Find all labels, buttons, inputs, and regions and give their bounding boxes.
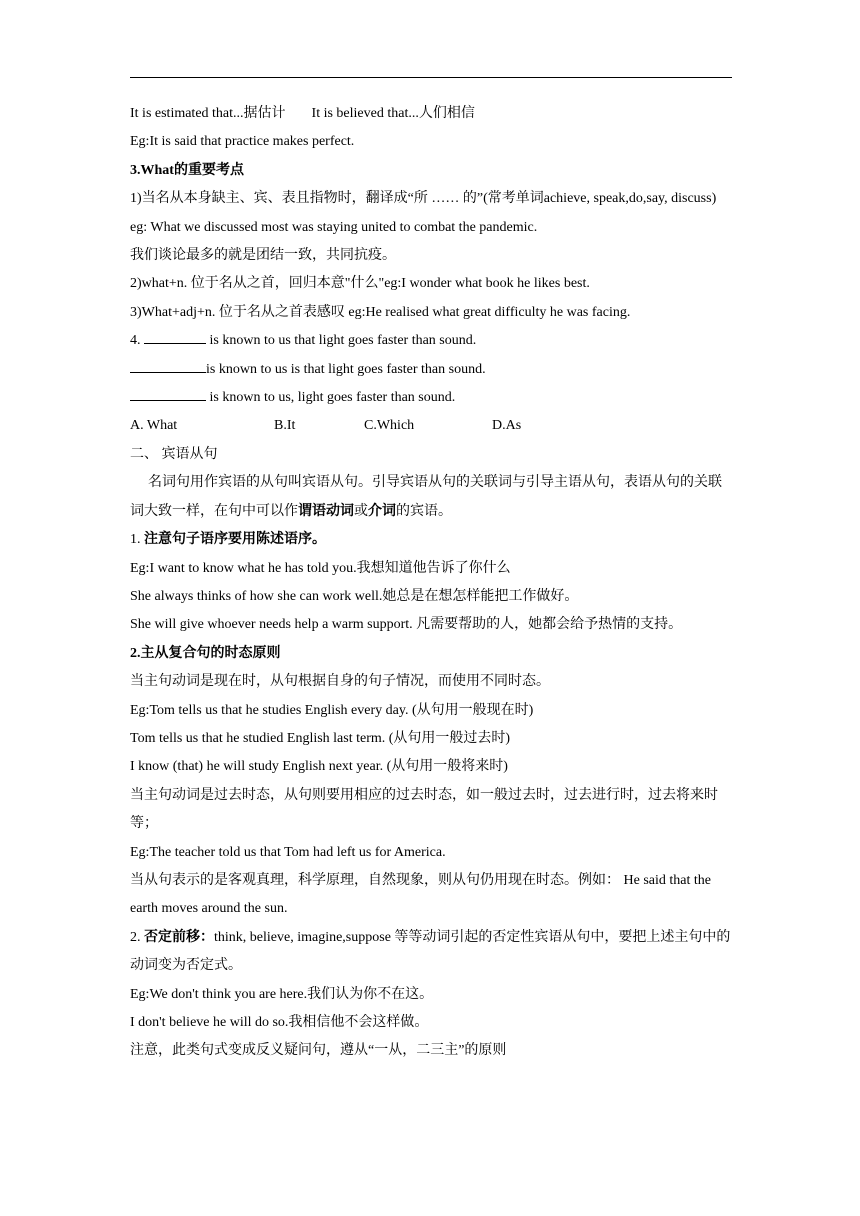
- tense-rule-past: 当主句动词是过去时态，从句则要用相应的过去时态，如一般过去时，过去进行时，过去将来时等；: [130, 787, 718, 832]
- heading-what: 3.What的重要考点: [130, 162, 244, 178]
- tense-example-4: Eg:The teacher told us that Tom had left us for America.: [130, 844, 446, 860]
- negation-example-1: Eg:We don't think you are here.我们认为你不在这。: [130, 986, 434, 1002]
- negation-note: 注意，此类句式变成反义疑问句，遵从“一从，二三主”的原则: [130, 1043, 507, 1059]
- option-d: D.As: [492, 418, 522, 434]
- answer-blank[interactable]: [130, 386, 206, 401]
- question-4-line-2: is known to us is that light goes faster than sound.: [130, 356, 734, 384]
- question-4-line-3: is known to us, light goes faster than sound.: [130, 384, 734, 412]
- line-estimated: It is estimated that...据估计 It is believed that...人们相信: [130, 106, 475, 121]
- answer-blank[interactable]: [130, 358, 206, 373]
- option-a: A. What: [130, 418, 178, 434]
- intro-paragraph: 名词句用作宾语的从句叫宾语从句。引导宾语从句的关联词与引导主语从句，表语从句的关联词大致一样，在句中可以作谓语动词或介词的宾语。: [130, 475, 722, 519]
- note-negation: 2. 否定前移：think, believe, imagine,suppose 等等动词引起的否定性宾语从句中，要把上述主句中的动词变为否定式。: [130, 929, 731, 974]
- header-rule: [130, 77, 732, 78]
- answer-blank[interactable]: [144, 329, 206, 344]
- example-1: eg: What we discussed most was staying united to combat the pandemic.: [130, 219, 538, 235]
- tense-example-3: I know (that) he will study English next year. (从句用一般将来时): [130, 759, 508, 775]
- section-heading-object-clause: 二、 宾语从句: [130, 446, 218, 462]
- example-word-order-2: She always thinks of how she can work well.她总是在想怎样能把工作做好。: [130, 588, 579, 604]
- tense-example-2: Tom tells us that he studied English last term. (从句用一般过去时): [130, 730, 511, 746]
- example-word-order-3: She will give whoever needs help a warm support. 凡需要帮助的人，她都会给予热情的支持。: [130, 617, 683, 633]
- note-2-heading: 2.主从复合句的时态原则: [130, 645, 281, 661]
- option-b: B.It: [274, 418, 296, 434]
- example-practice: Eg:It is said that practice makes perfect.: [130, 134, 355, 150]
- example-1-translation: 我们谈论最多的就是团结一致，共同抗疫。: [130, 248, 396, 264]
- option-c: C.Which: [364, 418, 415, 434]
- point-3: 3)What+adj+n. 位于名从之首表感叹 eg:He realised what great difficulty he was facing.: [130, 304, 631, 320]
- document-body: [130, 100, 734, 1066]
- answer-options: [130, 412, 734, 440]
- tense-rule-present: 当主句动词是现在时，从句根据自身的句子情况，而使用不同时态。: [130, 674, 550, 690]
- tense-example-1: Eg:Tom tells us that he studies English every day. (从句用一般现在时): [130, 702, 534, 718]
- note-1: 1. 注意句子语序要用陈述语序。: [130, 532, 326, 548]
- negation-example-2: I don't believe he will do so.我相信他不会这样做。: [130, 1015, 429, 1030]
- question-4-line-1: 4. is known to us that light goes faster than sound.: [130, 327, 734, 355]
- point-2: 2)what+n. 位于名从之首，回归本意"什么"eg:I wonder what book he likes best.: [130, 276, 590, 292]
- point-1: 1)当名从本身缺主、宾、表且指物时，翻译成“所 …… 的”(常考单词achieve, speak,do,say, discuss): [130, 191, 717, 207]
- example-word-order-1: Eg:I want to know what he has told you.我想知道他告诉了你什么: [130, 560, 511, 576]
- tense-rule-truth: 当从句表示的是客观真理，科学原理，自然现象，则从句仍用现在时态。例如： He said that the earth moves around the sun.: [130, 872, 711, 917]
